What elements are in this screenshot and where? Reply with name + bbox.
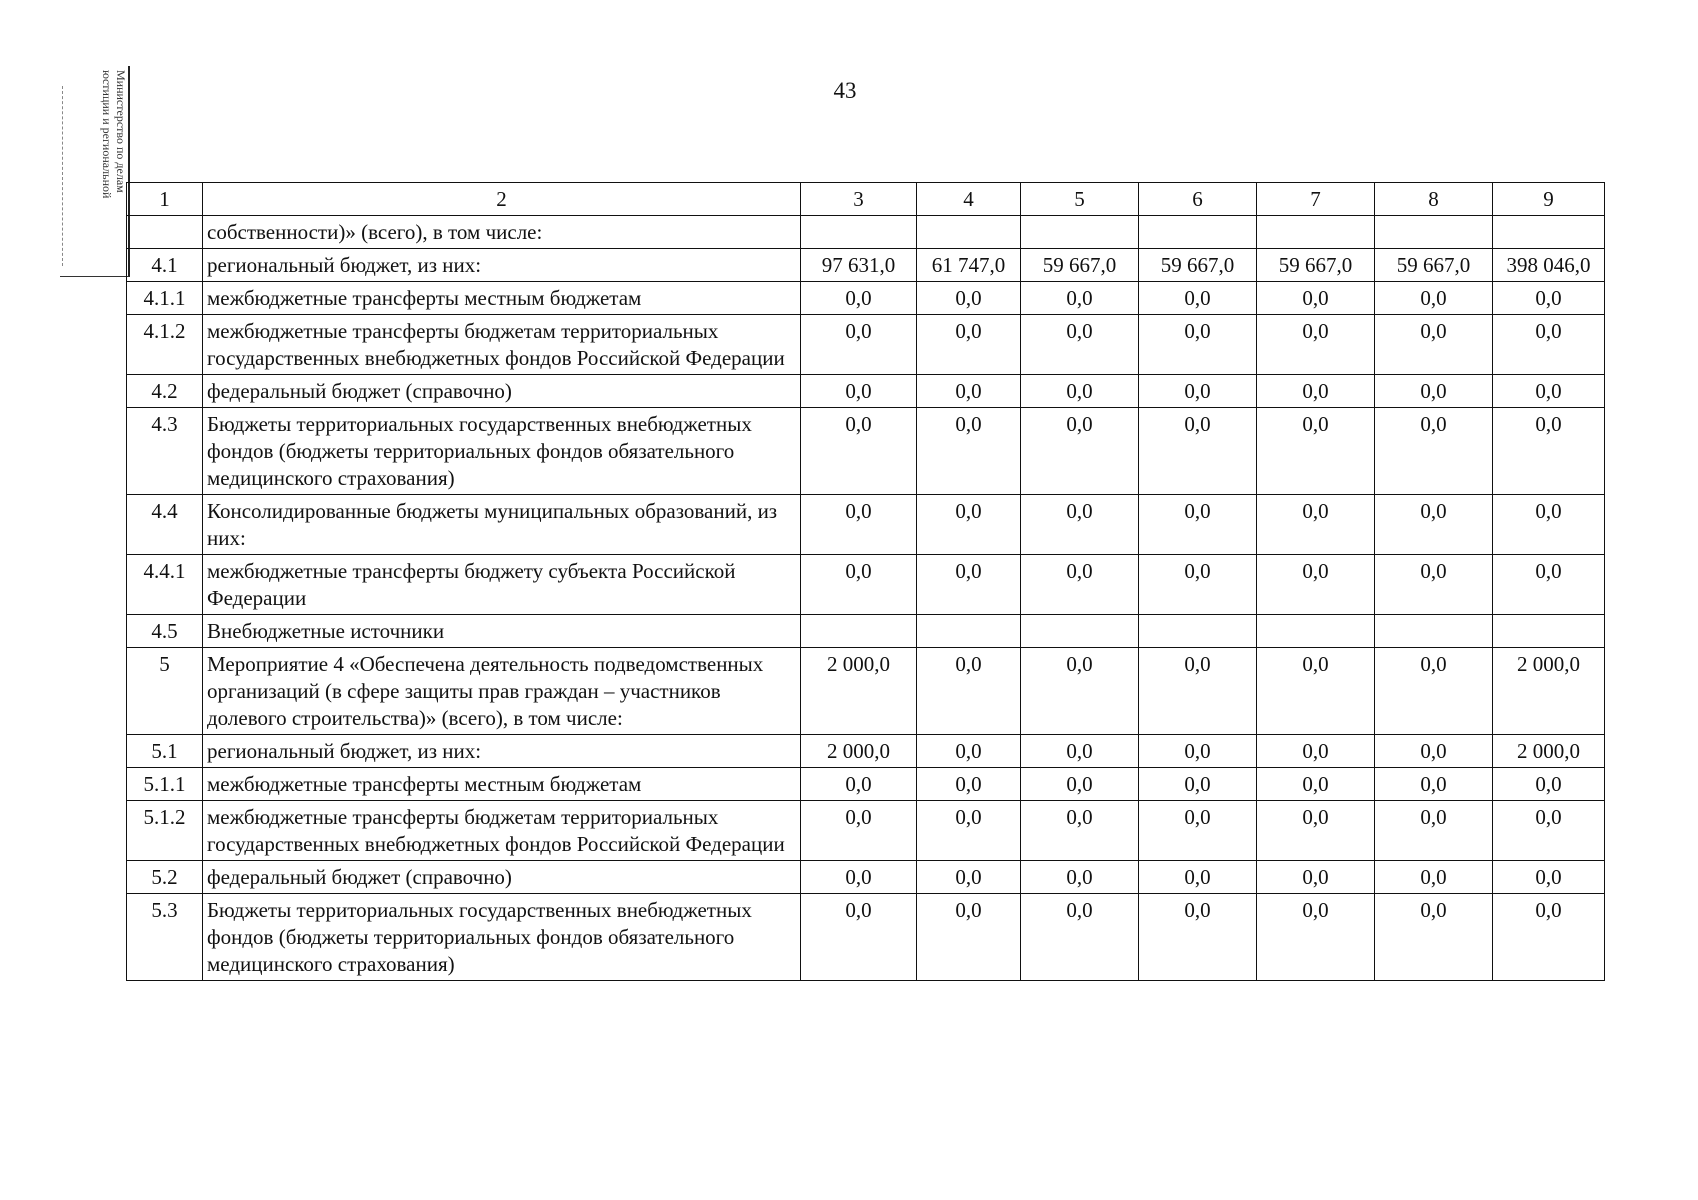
row-number-cell: 4.1 xyxy=(127,249,203,282)
value-cell: 0,0 xyxy=(917,861,1021,894)
value-cell: 0,0 xyxy=(1375,282,1493,315)
header-cell: 5 xyxy=(1021,183,1139,216)
value-cell: 0,0 xyxy=(1375,408,1493,495)
value-cell: 0,0 xyxy=(1493,801,1605,861)
value-cell: 0,0 xyxy=(1375,495,1493,555)
value-cell: 2 000,0 xyxy=(801,648,917,735)
value-cell: 0,0 xyxy=(1021,894,1139,981)
value-cell xyxy=(1493,216,1605,249)
table-row xyxy=(127,894,1605,981)
header-cell: 1 xyxy=(127,183,203,216)
value-cell: 59 667,0 xyxy=(1375,249,1493,282)
value-cell: 0,0 xyxy=(917,648,1021,735)
value-cell: 59 667,0 xyxy=(1021,249,1139,282)
budget-table-body xyxy=(127,183,1605,981)
header-cell: 8 xyxy=(1375,183,1493,216)
value-cell: 0,0 xyxy=(917,801,1021,861)
row-number-cell: 4.4.1 xyxy=(127,555,203,615)
value-cell: 0,0 xyxy=(1375,768,1493,801)
row-number-cell: 4.1.2 xyxy=(127,315,203,375)
value-cell: 0,0 xyxy=(917,495,1021,555)
table-row xyxy=(127,249,1605,282)
value-cell: 0,0 xyxy=(917,315,1021,375)
row-name-cell: межбюджетные трансферты бюджетам территориальных государственных внебюджетных фондов Российской Федерации xyxy=(203,315,801,375)
value-cell: 0,0 xyxy=(801,408,917,495)
value-cell: 0,0 xyxy=(1493,315,1605,375)
value-cell: 0,0 xyxy=(1021,648,1139,735)
value-cell: 0,0 xyxy=(1139,861,1257,894)
value-cell: 0,0 xyxy=(1021,315,1139,375)
table-row xyxy=(127,555,1605,615)
value-cell: 0,0 xyxy=(1139,648,1257,735)
value-cell xyxy=(1375,216,1493,249)
value-cell: 0,0 xyxy=(1375,315,1493,375)
row-name-cell: Бюджеты территориальных государственных внебюджетных фондов (бюджеты территориальных фондов обязательного медицинского страхования) xyxy=(203,894,801,981)
value-cell: 0,0 xyxy=(1493,408,1605,495)
row-name-cell: федеральный бюджет (справочно) xyxy=(203,375,801,408)
value-cell: 0,0 xyxy=(1375,894,1493,981)
value-cell: 0,0 xyxy=(1139,375,1257,408)
value-cell: 0,0 xyxy=(1257,861,1375,894)
table-row xyxy=(127,282,1605,315)
value-cell xyxy=(917,216,1021,249)
value-cell: 0,0 xyxy=(917,768,1021,801)
value-cell: 0,0 xyxy=(1021,282,1139,315)
value-cell xyxy=(1257,216,1375,249)
header-cell: 9 xyxy=(1493,183,1605,216)
value-cell xyxy=(1493,615,1605,648)
table-row xyxy=(127,768,1605,801)
value-cell xyxy=(1375,615,1493,648)
table-row xyxy=(127,315,1605,375)
value-cell: 2 000,0 xyxy=(801,735,917,768)
header-cell: 7 xyxy=(1257,183,1375,216)
row-name-cell: межбюджетные трансферты местным бюджетам xyxy=(203,282,801,315)
value-cell: 0,0 xyxy=(801,375,917,408)
stamp-text: Министерство по делам юстиции и региональной xyxy=(100,70,128,199)
value-cell: 0,0 xyxy=(801,315,917,375)
value-cell: 0,0 xyxy=(917,375,1021,408)
value-cell: 2 000,0 xyxy=(1493,735,1605,768)
value-cell: 0,0 xyxy=(917,408,1021,495)
table-row xyxy=(127,375,1605,408)
value-cell: 0,0 xyxy=(1257,735,1375,768)
value-cell: 0,0 xyxy=(1257,495,1375,555)
value-cell: 0,0 xyxy=(1021,735,1139,768)
header-cell: 3 xyxy=(801,183,917,216)
value-cell xyxy=(1021,615,1139,648)
row-number-cell: 5.2 xyxy=(127,861,203,894)
row-name-cell: межбюджетные трансферты бюджетам территориальных государственных внебюджетных фондов Российской Федерации xyxy=(203,801,801,861)
row-name-cell: межбюджетные трансферты бюджету субъекта Российской Федерации xyxy=(203,555,801,615)
value-cell: 0,0 xyxy=(1139,315,1257,375)
value-cell: 0,0 xyxy=(1257,555,1375,615)
value-cell: 0,0 xyxy=(1021,801,1139,861)
value-cell: 0,0 xyxy=(1375,375,1493,408)
value-cell: 59 667,0 xyxy=(1139,249,1257,282)
value-cell: 0,0 xyxy=(801,282,917,315)
value-cell: 0,0 xyxy=(1375,735,1493,768)
value-cell: 0,0 xyxy=(917,282,1021,315)
value-cell: 0,0 xyxy=(1257,375,1375,408)
row-number-cell xyxy=(127,216,203,249)
value-cell xyxy=(1021,216,1139,249)
value-cell: 0,0 xyxy=(1257,768,1375,801)
value-cell: 398 046,0 xyxy=(1493,249,1605,282)
value-cell: 0,0 xyxy=(1375,648,1493,735)
value-cell: 0,0 xyxy=(1139,894,1257,981)
row-name-cell: Внебюджетные источники xyxy=(203,615,801,648)
value-cell: 0,0 xyxy=(917,894,1021,981)
row-number-cell: 4.2 xyxy=(127,375,203,408)
row-number-cell: 5 xyxy=(127,648,203,735)
table-row xyxy=(127,735,1605,768)
budget-table xyxy=(126,182,1605,981)
header-cell: 6 xyxy=(1139,183,1257,216)
value-cell: 0,0 xyxy=(1257,315,1375,375)
value-cell: 0,0 xyxy=(1139,735,1257,768)
value-cell: 0,0 xyxy=(1257,282,1375,315)
value-cell: 0,0 xyxy=(801,495,917,555)
table-row xyxy=(127,408,1605,495)
value-cell xyxy=(801,216,917,249)
table-row xyxy=(127,216,1605,249)
value-cell: 0,0 xyxy=(801,555,917,615)
value-cell xyxy=(1139,216,1257,249)
row-name-cell: межбюджетные трансферты местным бюджетам xyxy=(203,768,801,801)
value-cell: 0,0 xyxy=(1375,861,1493,894)
value-cell: 0,0 xyxy=(801,801,917,861)
row-name-cell: федеральный бюджет (справочно) xyxy=(203,861,801,894)
value-cell: 0,0 xyxy=(1257,408,1375,495)
row-number-cell: 5.3 xyxy=(127,894,203,981)
value-cell: 0,0 xyxy=(1021,495,1139,555)
value-cell: 0,0 xyxy=(801,768,917,801)
page-number: 43 xyxy=(833,78,857,103)
table-header-row xyxy=(127,183,1605,216)
value-cell: 0,0 xyxy=(1493,282,1605,315)
value-cell: 0,0 xyxy=(1257,801,1375,861)
value-cell: 59 667,0 xyxy=(1257,249,1375,282)
table-row xyxy=(127,861,1605,894)
row-name-cell: Бюджеты территориальных государственных внебюджетных фондов (бюджеты территориальных фондов обязательного медицинского страхования) xyxy=(203,408,801,495)
value-cell: 61 747,0 xyxy=(917,249,1021,282)
value-cell: 0,0 xyxy=(1257,648,1375,735)
value-cell: 0,0 xyxy=(1139,282,1257,315)
row-number-cell: 4.4 xyxy=(127,495,203,555)
value-cell: 0,0 xyxy=(1493,894,1605,981)
header-cell: 4 xyxy=(917,183,1021,216)
value-cell: 0,0 xyxy=(1139,408,1257,495)
value-cell: 0,0 xyxy=(1375,555,1493,615)
value-cell xyxy=(1257,615,1375,648)
table-row xyxy=(127,801,1605,861)
row-number-cell: 4.5 xyxy=(127,615,203,648)
row-name-cell: региональный бюджет, из них: xyxy=(203,735,801,768)
value-cell: 0,0 xyxy=(1021,408,1139,495)
row-number-cell: 5.1.2 xyxy=(127,801,203,861)
row-number-cell: 5.1.1 xyxy=(127,768,203,801)
value-cell: 0,0 xyxy=(1257,894,1375,981)
value-cell: 0,0 xyxy=(1139,495,1257,555)
value-cell: 0,0 xyxy=(801,894,917,981)
value-cell: 0,0 xyxy=(1021,768,1139,801)
value-cell: 0,0 xyxy=(1021,861,1139,894)
value-cell: 0,0 xyxy=(1493,861,1605,894)
value-cell: 0,0 xyxy=(1493,555,1605,615)
row-number-cell: 4.3 xyxy=(127,408,203,495)
row-number-cell: 5.1 xyxy=(127,735,203,768)
row-name-cell: Мероприятие 4 «Обеспечена деятельность подведомственных организаций (в сфере защиты прав граждан – участников долевого строительства)» (всего), в том числе: xyxy=(203,648,801,735)
registration-stamp xyxy=(60,66,130,277)
table-row xyxy=(127,648,1605,735)
value-cell: 0,0 xyxy=(1021,555,1139,615)
value-cell: 0,0 xyxy=(1493,495,1605,555)
header-cell: 2 xyxy=(203,183,801,216)
row-name-cell: региональный бюджет, из них: xyxy=(203,249,801,282)
value-cell: 0,0 xyxy=(1139,801,1257,861)
value-cell: 2 000,0 xyxy=(1493,648,1605,735)
value-cell: 0,0 xyxy=(1493,768,1605,801)
value-cell: 0,0 xyxy=(801,861,917,894)
row-name-cell: собственности)» (всего), в том числе: xyxy=(203,216,801,249)
value-cell: 0,0 xyxy=(1139,555,1257,615)
value-cell: 0,0 xyxy=(1139,768,1257,801)
row-number-cell: 4.1.1 xyxy=(127,282,203,315)
value-cell: 97 631,0 xyxy=(801,249,917,282)
value-cell: 0,0 xyxy=(1375,801,1493,861)
row-name-cell: Консолидированные бюджеты муниципальных образований, из них: xyxy=(203,495,801,555)
value-cell: 0,0 xyxy=(917,735,1021,768)
value-cell xyxy=(1139,615,1257,648)
value-cell: 0,0 xyxy=(1021,375,1139,408)
value-cell: 0,0 xyxy=(1493,375,1605,408)
value-cell: 0,0 xyxy=(917,555,1021,615)
table-row xyxy=(127,615,1605,648)
value-cell xyxy=(917,615,1021,648)
value-cell xyxy=(801,615,917,648)
table-row xyxy=(127,495,1605,555)
